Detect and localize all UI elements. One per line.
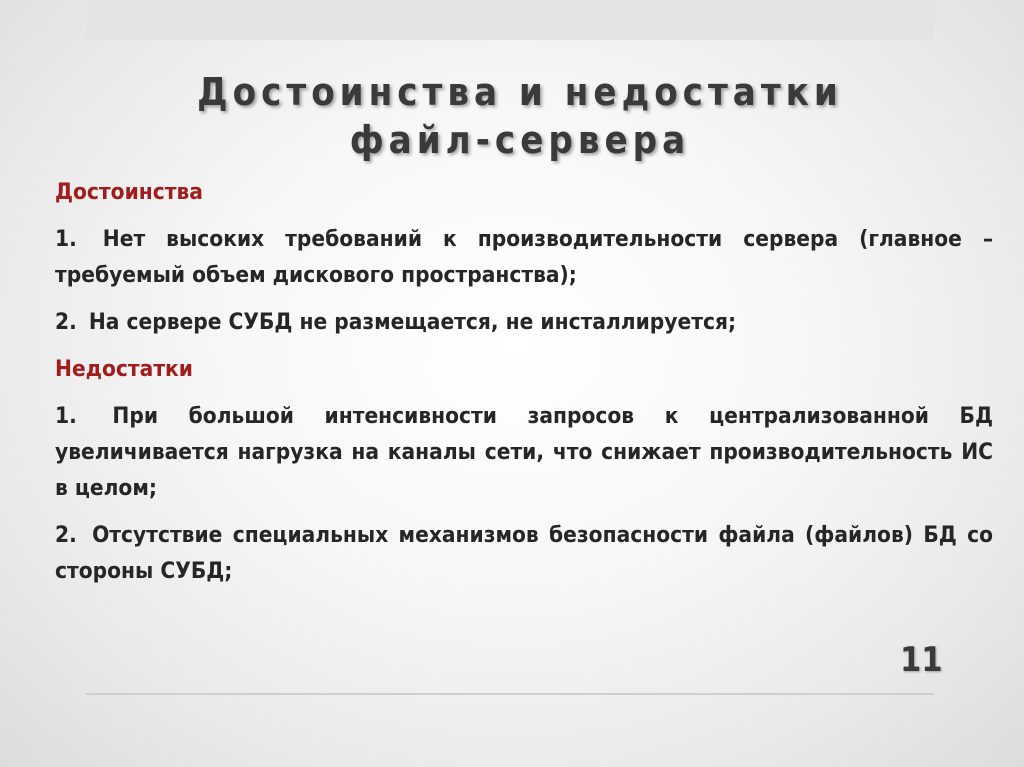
item-number: 2. (55, 522, 77, 548)
slide-title-line-2: файл-сервера (349, 118, 691, 162)
item-text: На сервере СУБД не размещается, не инсталлируется; (88, 309, 737, 335)
item-text: Отсутствие специальных механизмов безопасности файла (файлов) БД со стороны СУБД; (55, 522, 993, 584)
disadvantage-item-1 (55, 398, 993, 506)
advantage-item-2 (55, 304, 993, 340)
disadvantages-heading: Недостатки (55, 356, 193, 382)
page-number: 11 (900, 640, 943, 680)
top-decorative-bar (86, 0, 934, 40)
advantage-item-1 (55, 221, 993, 293)
item-number: 1. (55, 403, 77, 429)
item-number: 2. (55, 309, 77, 335)
disadvantage-item-2 (55, 517, 993, 589)
item-text: При большой интенсивности запросов к централизованной БД увеличивается нагрузка на каналы сети, что снижает производительность ИС в целом; (55, 403, 993, 501)
slide-title (0, 68, 1024, 164)
item-text: Нет высоких требований к производительности сервера (главное – требуемый объем дискового пространства); (55, 226, 993, 288)
slide-content (55, 174, 993, 600)
advantages-heading: Достоинства (55, 179, 203, 205)
bottom-divider (86, 693, 934, 695)
slide-title-line-1: Достоинства и недостатки (197, 70, 843, 114)
item-number: 1. (55, 226, 77, 252)
